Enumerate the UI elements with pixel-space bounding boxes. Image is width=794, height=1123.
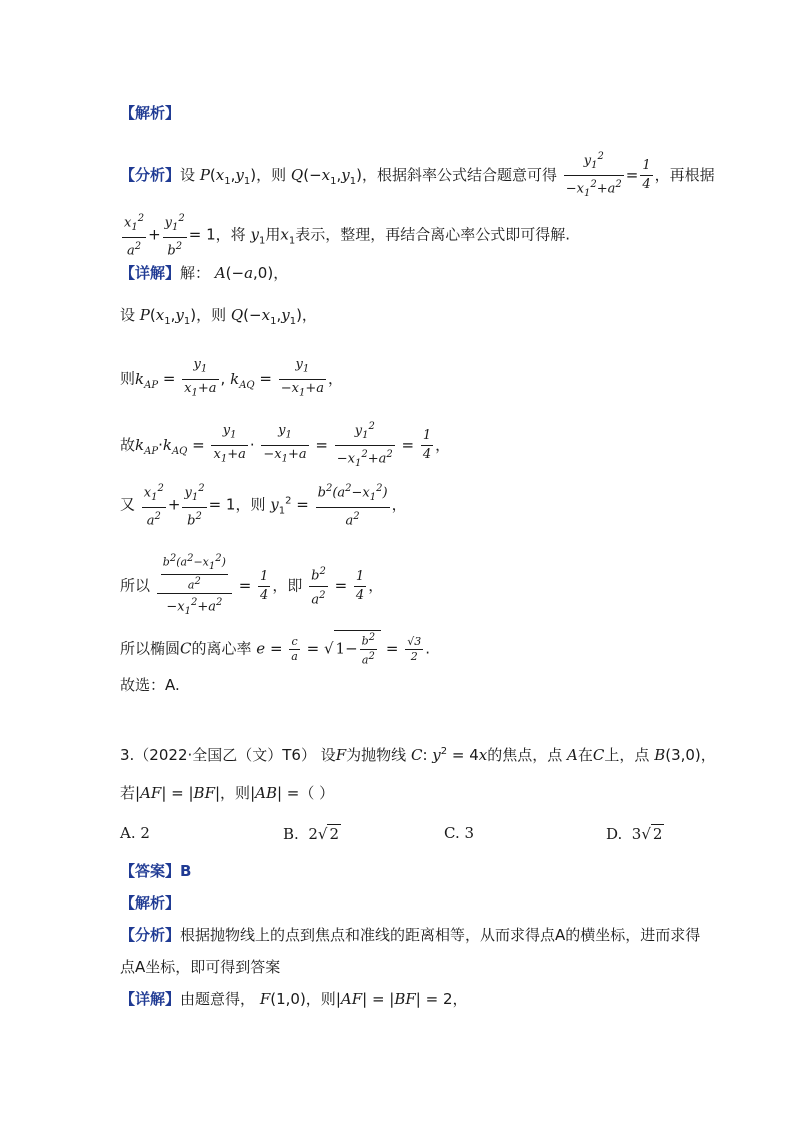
detail-line-7: 所以椭圆C的离心率 e = $\frac{c}{a}$ = √ 1− $\frac{b^2}{a^2}$ = $\frac{√3}{2}$ . xyxy=(120,632,430,667)
option-d: D. 3√ 2 xyxy=(606,825,663,843)
option-a: A. 2 xyxy=(120,824,150,842)
q3-detail-line: 【详解】由题意得， F(1,0)，则|AF| = |BF| = 2， xyxy=(120,990,468,1008)
q3-solution-heading: 【解析】 xyxy=(120,894,181,912)
option-c: C. 3 xyxy=(444,824,475,842)
detail-line-1: 【详解】解： A(−a,0)， xyxy=(120,264,289,282)
question-3-line-1: 3.（2022·全国乙（文）T6） 设F为抛物线 C: $y^2 = 4x$的焦点，点 A在C上，点 B(3,0)， xyxy=(120,746,716,764)
detail-line-2: 设 $P(x_1,y_1)$，则 $Q(-x_1,y_1)$， xyxy=(120,306,317,327)
solution-heading: 【解析】 xyxy=(120,104,181,122)
answer-choice-line: 故选：A. xyxy=(120,676,180,694)
answer-line: 【答案】B xyxy=(120,862,192,880)
analysis-line-2: $\frac{x_1^2}{a^2}$ + $\frac{y_1^2}{b^2}$ = 1，将 $y_1$用$x_1$表示，整理，再结合离心率公式即可得解. xyxy=(120,210,570,260)
q3-analysis-line-1: 【分析】根据抛物线上的点到焦点和准线的距离相等，从而求得点A的横坐标，进而求得 xyxy=(120,926,701,944)
analysis-line-1: 【分析】设 $P(x_1,y_1)$，则 $Q(-x_1,y_1)$，根据斜率公式结合题意可得 $\frac{y_1^2}{-x_1^2+a^2}$ = $\frac{1}{4}$ ，再根据 xyxy=(120,148,715,203)
option-b: B. 2√ 2 xyxy=(283,825,339,843)
detail-line-4: 故$k_{AP}\cdot k_{AQ}$ = $\frac{y_1}{x_1+a}$ · $\frac{y_1}{-x_1+a}$ = $\frac{y_1^2}{-x_1^2+a^2}$ = $\frac{1}{4}$ ， xyxy=(120,418,450,473)
q3-analysis-line-2: 点A坐标，即可得到答案 xyxy=(120,958,281,976)
question-3-line-2: 若|AF| = |BF|，则|AB| =（ ） xyxy=(120,784,335,802)
detail-line-5: 又 $\frac{x_1^2}{a^2}$ + $\frac{y_1^2}{b^2}$ = 1，则 $y_1^2$ = $\frac{b^2(a^2-x_1^2)}{a^2}$ ， xyxy=(120,480,407,530)
detail-line-6: 所以 $\frac{\frac{b^2(a^2-x_1^2)}{a^2}}{-x_1^2+a^2}$ = $\frac{1}{4}$ ，即 $\frac{b^2}{a^2}$ = $\frac{1}{4}$ ， xyxy=(120,553,384,617)
detail-line-3: 则$k_{AP}$ = $\frac{y_1}{x_1+a}$ , $k_{AQ}$ = $\frac{y_1}{-x_1+a}$ ， xyxy=(120,357,343,399)
